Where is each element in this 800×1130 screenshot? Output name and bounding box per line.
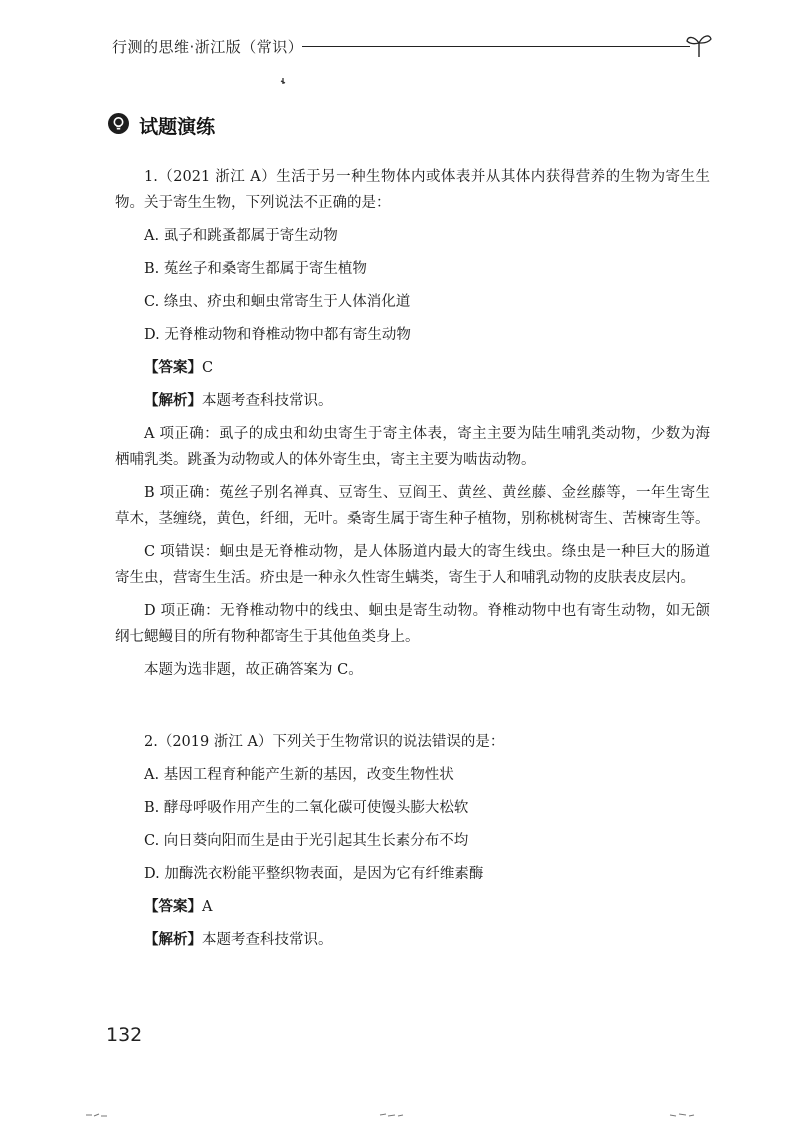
option-a: A. 虱子和跳蚤都属于寄生动物 [144,228,338,244]
analysis-label: 【解析】 [144,932,202,948]
answer-label: 【答案】 [144,360,202,376]
option-b: B. 菟丝子和桑寄生都属于寄生植物 [144,261,367,277]
section-title: 试题演练 [139,116,216,138]
exercise-content [115,164,710,960]
answer-line [144,355,710,381]
sprout-icon [684,30,714,60]
analysis-intro: 本题考查科技常识。 [202,393,333,409]
answer-label: 【答案】 [144,899,202,915]
analysis-line [144,388,710,414]
option-d: D. 无脊椎动物和脊椎动物中都有寄生动物 [144,327,411,343]
running-header [112,30,708,62]
lightbulb-badge-icon [108,113,129,134]
section-heading [108,112,215,142]
analysis-intro: 本题考查科技常识。 [202,932,333,948]
answer-value: C [202,360,214,376]
question-1 [115,164,710,683]
question-stem: 2.（2019 浙江 A）下列关于生物常识的说法错误的是： [144,734,505,750]
scan-artifacts [0,1108,800,1124]
option-a: A. 基因工程育种能产生新的基因，改变生物性状 [144,767,454,783]
explanation-c: C 项错误：蛔虫是无脊椎动物，是人体肠道内最大的寄生线虫。绦虫是一种巨大的肠道寄生虫，营寄生生活。疥虫是一种永久性寄生螨类，寄生于人和哺乳动物的皮肤表皮层内。 [115,544,710,586]
analysis-line [144,927,710,953]
question-stem: 1.（2021 浙江 A）生活于另一种生物体内或体表并从其体内获得营养的生物为寄生生物。关于寄生生物，下列说法不正确的是： [115,169,710,211]
option-c: C. 向日葵向阳而生是由于光引起其生长素分布不均 [144,833,469,849]
option-d: D. 加酶洗衣粉能平整织物表面，是因为它有纤维素酶 [144,866,484,882]
page-number: 132 [106,1024,143,1046]
explanation-conclusion: 本题为选非题，故正确答案为 C。 [144,662,363,678]
option-c: C. 绦虫、疥虫和蛔虫常寄生于人体消化道 [144,294,411,310]
answer-value: A [202,899,213,915]
question-2 [115,729,710,953]
analysis-label: 【解析】 [144,393,202,409]
answer-line [144,894,710,920]
explanation-d: D 项正确：无脊椎动物中的线虫、蛔虫是寄生动物。脊椎动物中也有寄生动物，如无颌纲七鳃鳗目的所有物种都寄生于其他鱼类身上。 [115,603,710,645]
ink-speck [280,78,286,86]
running-header-title: 行测的思维·浙江版（常识） [112,38,304,56]
explanation-b: B 项正确：菟丝子别名禅真、豆寄生、豆阎王、黄丝、黄丝藤、金丝藤等，一年生寄生草木，茎缠绕，黄色，纤细，无叶。桑寄生属于寄生种子植物，别称桃树寄生、苦楝寄生等。 [115,485,710,527]
header-rule [302,46,690,47]
option-b: B. 酵母呼吸作用产生的二氧化碳可使馒头膨大松软 [144,800,469,816]
explanation-a: A 项正确：虱子的成虫和幼虫寄生于寄主体表，寄主主要为陆生哺乳类动物，少数为海栖哺乳类。跳蚤为动物或人的体外寄生虫，寄主主要为啮齿动物。 [115,426,710,468]
